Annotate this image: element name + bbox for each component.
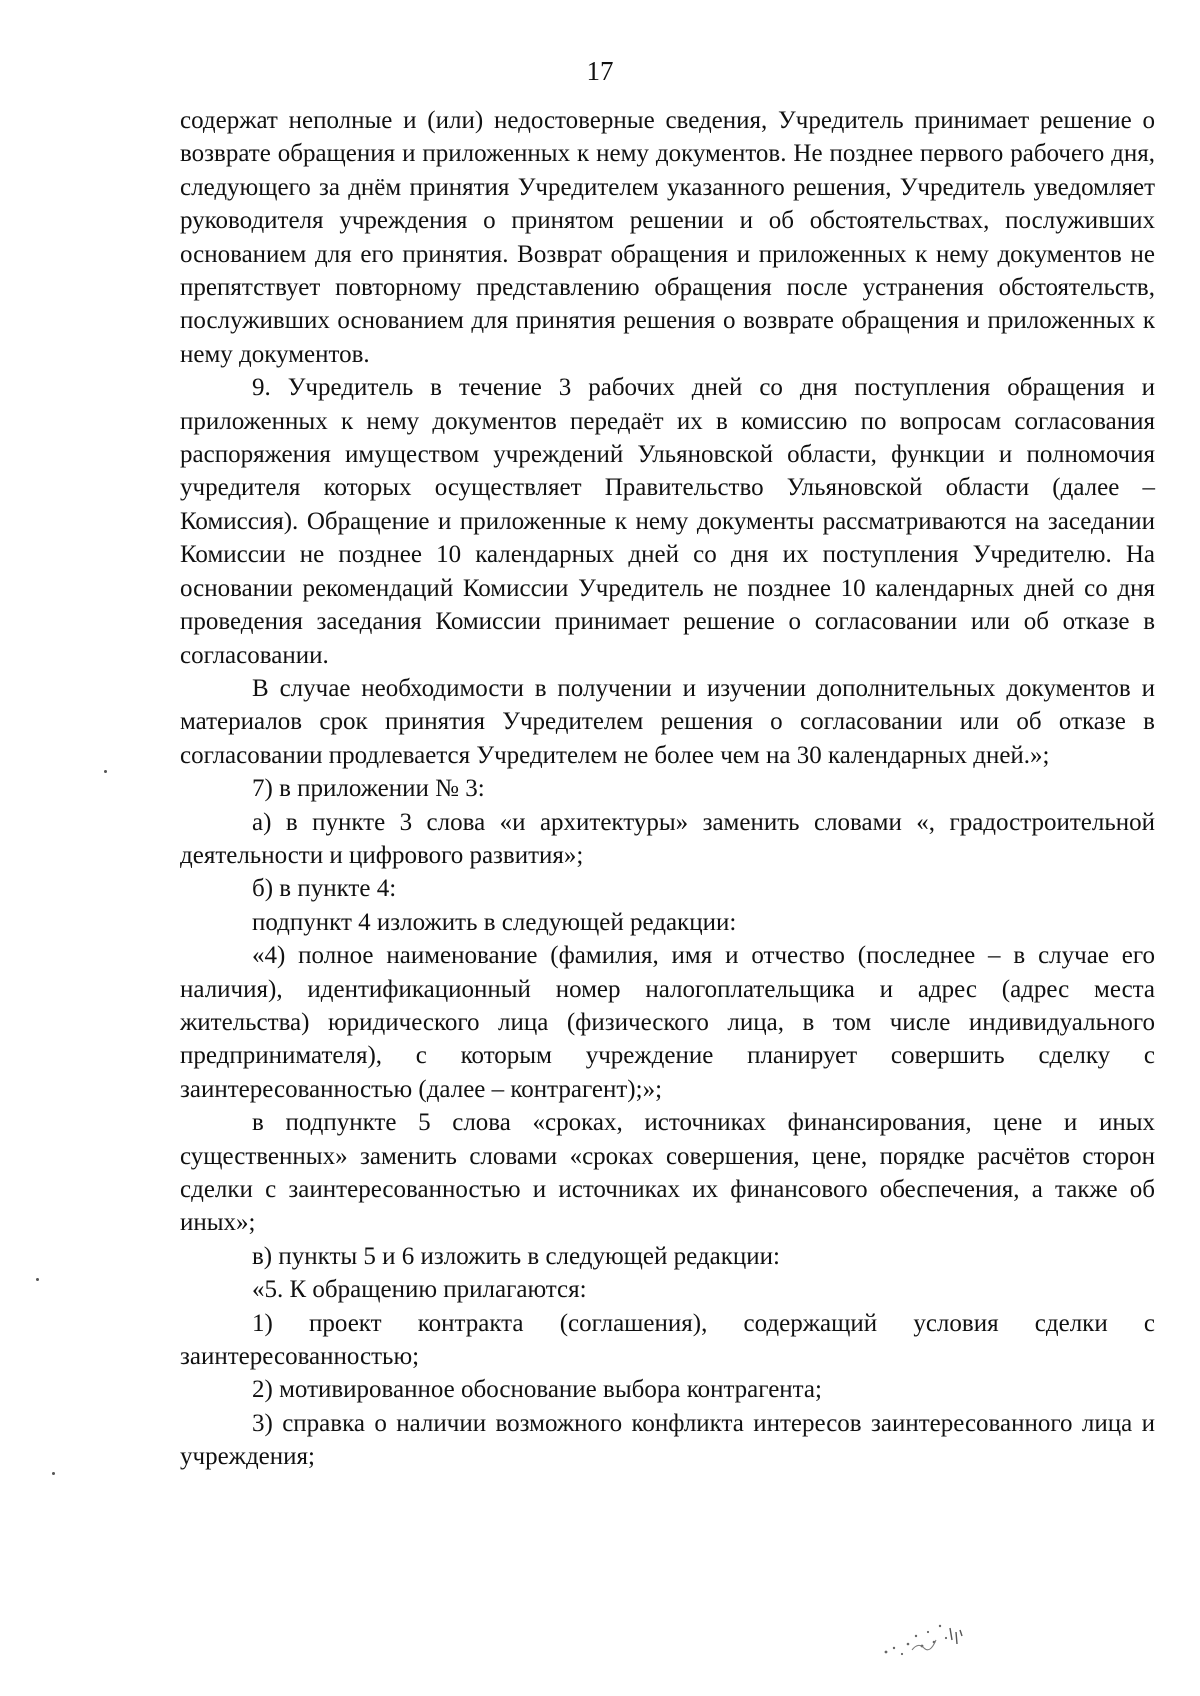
paragraph-point-b: б) в пункте 4:	[252, 875, 397, 903]
paragraph-item-5-1: 1) проект контракта (соглашения), содержащий условия сделки с заинтересованностью;	[180, 1309, 1155, 1371]
paragraph-subpoint-5: в подпункте 5 слова «сроках, источниках финансирования, цене и иных существенных» заменить словами «сроках совершения, цене, порядке расчётов сторон сделки с заинтересованностью и источниках их финансового обеспечения, а также об иных»;	[180, 1109, 1155, 1237]
paragraph-item-5-3: 3) справка о наличии возможного конфликта интересов заинтересованного лица и учреждения;	[180, 1409, 1155, 1471]
scan-speck	[52, 1472, 55, 1475]
paragraph-subpoint-4-text: «4) полное наименование (фамилия, имя и отчество (последнее – в случае его наличия), идентификационный номер налогоплательщика и адрес (адрес места жительства) юридического лица (физического лица, в том числе индивидуального предпринимателя), с которым учреждение планирует совершить сделку с заинтересованностью (далее – контрагент);»;	[180, 942, 1155, 1103]
scan-speck	[104, 770, 107, 773]
paragraph-subpoint-4-intro: подпункт 4 изложить в следующей редакции:	[252, 908, 737, 936]
signature-mark	[872, 1618, 982, 1666]
paragraph-point-v: в) пункты 5 и 6 изложить в следующей редакции:	[252, 1242, 780, 1270]
paragraph-additional-documents: В случае необходимости в получении и изучении дополнительных документов и материалов срок принятия Учредителем решения о согласовании или об отказе в согласовании продлевается Учредителем не более чем на 30 календарных дней.»;	[180, 674, 1155, 769]
paragraph-item-5-intro: «5. К обращению прилагаются:	[252, 1276, 587, 1304]
page-number-text: 17	[586, 56, 614, 86]
paragraph-point-a: а) в пункте 3 слова «и архитектуры» заменить словами «, градостроительной деятельности и цифрового развития»;	[180, 808, 1155, 869]
document-body	[180, 104, 1155, 1474]
paragraph-continuation: содержат неполные и (или) недостоверные сведения, Учредитель принимает решение о возврате обращения и приложенных к нему документов. Не позднее первого рабочего дня, следующего за днём принятия Учредителем указанного решения, Учредитель уведомляет руководителя учреждения о принятом решении и об обстоятельствах, послуживших основанием для его принятия. Возврат обращения и приложенных к нему документов не препятствует повторному представлению обращения после устранения обстоятельств, послуживших основанием для принятия решения о возврате обращения и приложенных к нему документов.	[180, 107, 1155, 368]
paragraph-item-9: 9. Учредитель в течение 3 рабочих дней со дня поступления обращения и приложенных к нему документов передаёт их в комиссию по вопросам согласования распоряжения имуществом учреждений Ульяновской области, функции и полномочия учредителя которых осуществляет Правительство Ульяновской области (далее – Комиссия). Обращение и приложенные к нему документы рассматриваются на заседании Комиссии не позднее 10 календарных дней со дня их поступления Учредителю. На основании рекомендаций Комиссии Учредитель не позднее 10 календарных дней со дня проведения заседания Комиссии принимает решение о согласовании или об отказе в согласовании.	[180, 374, 1155, 669]
paragraph-item-5-2: 2) мотивированное обоснование выбора контрагента;	[252, 1376, 822, 1404]
page-number	[78, 58, 1122, 85]
paragraph-appendix-3: 7) в приложении № 3:	[252, 775, 485, 803]
scan-speck	[36, 1278, 39, 1281]
